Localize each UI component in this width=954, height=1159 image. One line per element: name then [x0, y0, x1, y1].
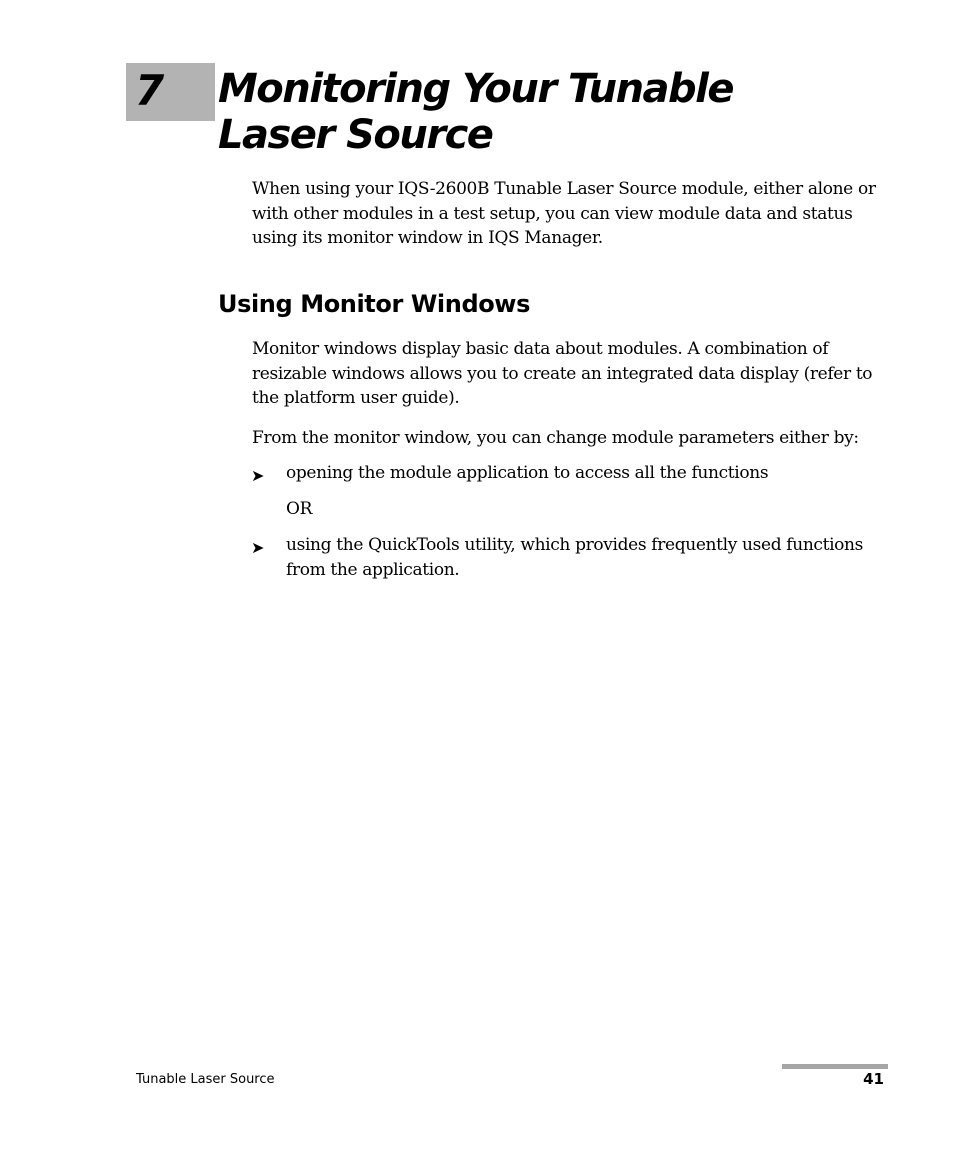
list-item: opening the module application to access all the functions — [286, 463, 769, 483]
bullet-arrow-icon: ➤ — [251, 466, 265, 485]
monitor-windows-paragraph: Monitor windows display basic data about modules. A combination of resizable windows allows you to create an integrated data display (refer to the platform user guide). — [252, 339, 873, 408]
page-number: 41 — [863, 1070, 884, 1088]
chapter-number: 7 — [135, 66, 165, 115]
chapter-title-line-2: Laser Source — [218, 112, 493, 158]
footer-document-title: Tunable Laser Source — [136, 1072, 275, 1087]
change-parameters-paragraph: From the monitor window, you can change module parameters either by: — [252, 428, 859, 448]
list-item: using the QuickTools utility, which provides frequently used functions from the application. — [286, 535, 864, 580]
intro-paragraph: When using your IQS-2600B Tunable Laser Source module, either alone or with other modules in a test setup, you can view module data and status using its monitor window in IQS Manager. — [252, 179, 876, 248]
chapter-title-line-1: Monitoring Your Tunable — [218, 66, 734, 112]
bullet-arrow-icon: ➤ — [251, 538, 265, 557]
section-heading: Using Monitor Windows — [218, 290, 530, 318]
chapter-title — [218, 66, 918, 158]
or-separator: OR — [286, 499, 313, 519]
